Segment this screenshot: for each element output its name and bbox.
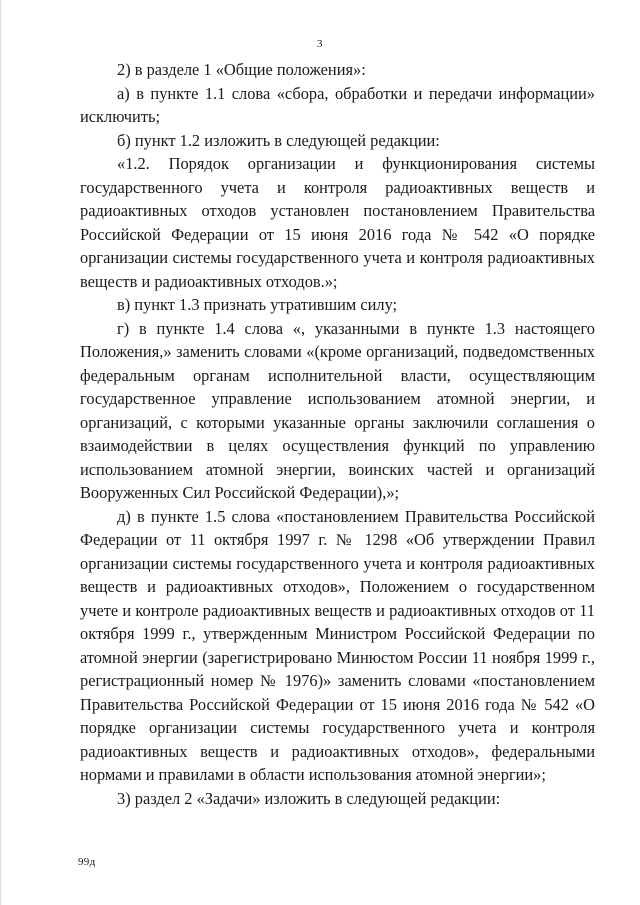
scan-edge (0, 0, 2, 905)
paragraph-quote-1-2: «1.2. Порядок организации и функционирования системы государственного учета и контроля радиоактивных веществ и радиоактивных отходов установлен постановлением Правительства Российской Федерации от 15 июня 2016 года № 542 «О порядке организации системы государственного учета и контроля радиоактивных веществ и радиоактивных отходов.»; (80, 154, 595, 291)
document-body (80, 58, 595, 810)
paragraph-item-d: д) в пункте 1.5 слова «постановлением Правительства Российской Федерации от 11 октября 1997 г. № 1298 «Об утверждении Правил организации системы государственного учета и контроля радиоактивных веществ и радиоактивных отходов», Положением о государственном учете и контроле радиоактивных веществ и радиоактивных отходов от 11 октября 1999 г., утвержденным Министром Российской Федерации по атомной энергии (зарегистрировано Минюстом России 11 ноября 1999 г., регистрационный номер № 1976)» заменить словами «постановлением Правительства Российской Федерации от 15 июня 2016 года № 542 «О порядке организации системы государственного учета и контроля радиоактивных веществ и радиоактивных отходов», федеральными нормами и правилами в области использования атомной энергии»; (80, 506, 595, 784)
paragraph-item-g: г) в пункте 1.4 слова «, указанными в пункте 1.3 настоящего Положения,» заменить словами «(кроме организаций, подведомственных федеральным органам исполнительной власти, осуществляющим государственное управление использованием атомной энергии, и организаций, с которыми указанные органы заключили соглашения о взаимодействии в целях осуществления функций по управлению использованием атомной энергии, воинских частей и организаций Вооруженных Сил Российской Федерации),»; (80, 318, 595, 502)
paragraph-section-1-intro: 2) в разделе 1 «Общие положения»: (117, 60, 366, 79)
paragraph-section-2-intro: 3) раздел 2 «Задачи» изложить в следующей редакции: (117, 788, 501, 808)
paragraph-item-a: а) в пункте 1.1 слова «сбора, обработки и передачи информации» исключить; (80, 83, 595, 126)
paragraph-item-v: в) пункт 1.3 признать утратившим силу; (117, 295, 398, 314)
paragraph-item-b: б) пункт 1.2 изложить в следующей редакции: (117, 130, 440, 150)
page-number: 3 (317, 38, 323, 50)
footer-code: 99д (78, 856, 96, 868)
